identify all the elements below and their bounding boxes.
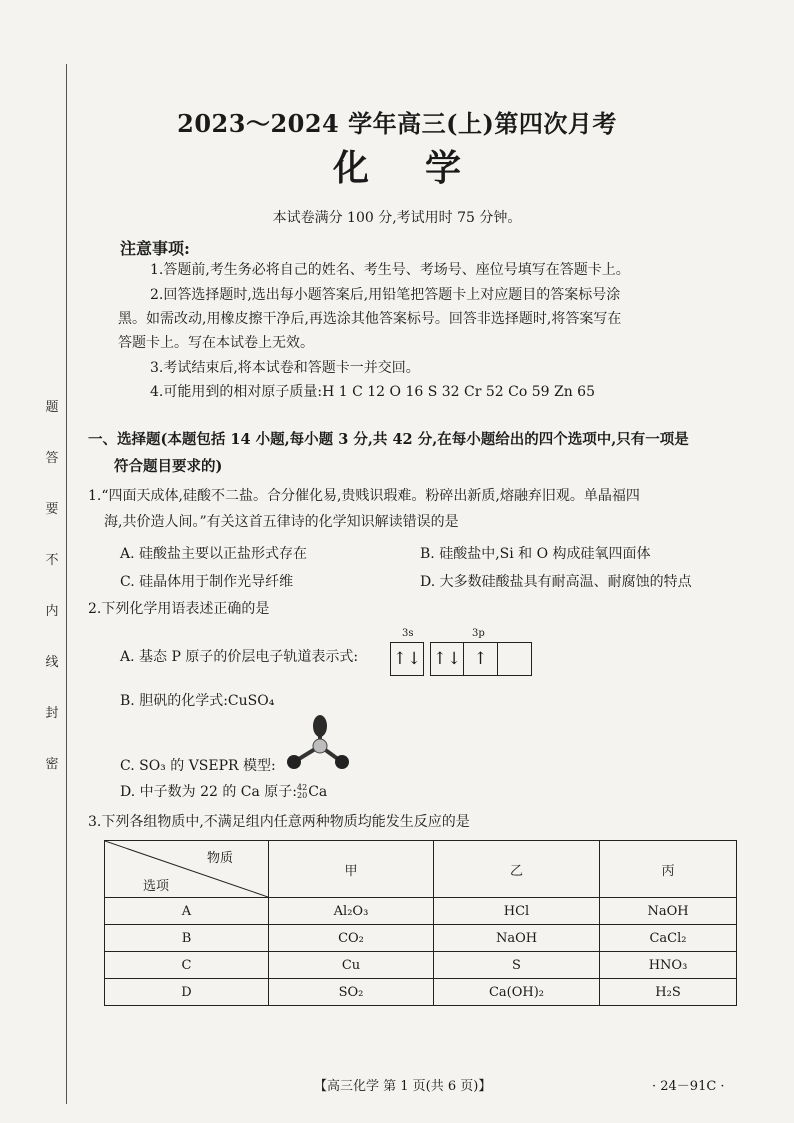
orbital-label-3p: 3p (472, 628, 485, 639)
note-item: 1.答题前,考生务必将自己的姓名、考生号、考场号、座位号填写在答题卡上。 (150, 262, 630, 278)
note-item: 黑。如需改动,用橡皮擦干净后,再选涂其他答案标号。回答非选择题时,将答案写在 (118, 311, 622, 327)
orbital-cell (498, 642, 532, 676)
table-cell: HCl (434, 898, 600, 925)
subject-title (0, 140, 794, 191)
orbital-label-3s: 3s (402, 628, 414, 639)
header-top-label: 物质 (207, 851, 234, 866)
table-cell: NaOH (600, 898, 737, 925)
q2-option-c: C. SO₃ 的 VSEPR 模型: (120, 758, 276, 774)
vsepr-center-atom (313, 739, 327, 753)
q1-stem-line: 海,共价造人间。”有关这首五律诗的化学知识解读错误的是 (104, 514, 459, 530)
table-cell: HNO₃ (600, 952, 737, 979)
table-cell: D (105, 979, 269, 1006)
seal-char: 题 (45, 400, 59, 415)
seal-char: 线 (45, 655, 59, 670)
table-cell: CaCl₂ (600, 925, 737, 952)
vsepr-atom (335, 755, 349, 769)
table-row (105, 952, 737, 979)
column-header: 丙 (600, 841, 737, 898)
footer-page-info: 【高三化学 第 1 页(共 6 页)】 (314, 1079, 492, 1094)
section-line: 一、选择题(本题包括 14 小题,每小题 3 分,共 42 分,在每小题给出的四个选项中,只有一项是 (88, 431, 689, 448)
seal-char: 内 (45, 604, 59, 619)
orbital-box-3p (430, 642, 532, 676)
notes-heading: 注意事项: (120, 239, 190, 258)
orbital-cell: ↑↓ (390, 642, 424, 676)
q1-option-d: D. 大多数硅酸盐具有耐高温、耐腐蚀的特点 (420, 574, 692, 590)
q2-stem: 2.下列化学用语表述正确的是 (88, 601, 270, 617)
q3-table (104, 840, 737, 1006)
q2-option-d (120, 781, 327, 801)
nuclide-numbers (297, 784, 307, 800)
table-cell: S (434, 952, 600, 979)
orbital-box-3s (390, 642, 424, 676)
seal-char: 封 (45, 706, 59, 721)
column-header: 甲 (269, 841, 434, 898)
table-row (105, 925, 737, 952)
q1-stem-line: 1.“四面天成体,硅酸不二盐。合分催化易,贵贱识瑕难。粉碎出新质,熔融弃旧观。单晶福四 (88, 488, 640, 504)
q2-option-b: B. 胆矾的化学式:CuSO₄ (120, 693, 275, 709)
diagonal-line (105, 841, 268, 897)
atomic-number: 20 (297, 791, 308, 800)
section-line: 符合题目要求的) (114, 458, 223, 475)
footer-code: · 24－91C · (652, 1079, 725, 1094)
table-cell: NaOH (434, 925, 600, 952)
q2-option-d-text: D. 中子数为 22 的 Ca 原子: (120, 784, 298, 800)
table-cell: Ca(OH)₂ (434, 979, 600, 1006)
table-cell: B (105, 925, 269, 952)
seal-char: 答 (45, 451, 59, 466)
note-item: 4.可能用到的相对原子质量:H 1 C 12 O 16 S 32 Cr 52 Co 59 Zn 65 (150, 384, 595, 400)
table-cell: CO₂ (269, 925, 434, 952)
table-cell: H₂S (600, 979, 737, 1006)
score-note: 本试卷满分 100 分,考试用时 75 分钟。 (272, 210, 522, 226)
orbital-cell: ↑ (464, 642, 498, 676)
q1-option-c: C. 硅晶体用于制作光导纤维 (120, 574, 294, 590)
table-cell: Cu (269, 952, 434, 979)
table-cell: SO₂ (269, 979, 434, 1006)
vsepr-model-diagram (282, 712, 352, 774)
table-row (105, 898, 737, 925)
q3-stem: 3.下列各组物质中,不满足组内任意两种物质均能发生反应的是 (88, 814, 470, 830)
seal-char: 要 (45, 502, 59, 517)
header-bottom-label: 选项 (143, 879, 170, 894)
note-item: 答题卡上。写在本试卷上无效。 (118, 335, 314, 351)
seal-char: 不 (45, 553, 59, 568)
mass-number: 42 (297, 783, 308, 792)
seal-line-text (42, 396, 62, 804)
table-cell: Al₂O₃ (269, 898, 434, 925)
q1-option-a: A. 硅酸盐主要以正盐形式存在 (120, 546, 308, 562)
vsepr-lobe (313, 715, 327, 737)
exam-title: 2023～2024 学年高三(上)第四次月考 (177, 109, 617, 138)
column-header: 乙 (434, 841, 600, 898)
note-item: 3.考试结束后,将本试卷和答题卡一并交回。 (150, 360, 420, 376)
table-header-corner (105, 841, 269, 898)
subject-text: 化学 (332, 147, 517, 189)
table-cell: A (105, 898, 269, 925)
orbital-cell: ↑↓ (430, 642, 464, 676)
element-symbol: Ca (308, 784, 328, 800)
table-cell: C (105, 952, 269, 979)
table-row (105, 979, 737, 1006)
q1-option-b: B. 硅酸盐中,Si 和 O 构成硅氧四面体 (420, 546, 651, 562)
table-header-row (105, 841, 737, 898)
seal-char: 密 (45, 757, 59, 772)
q2-option-a: A. 基态 P 原子的价层电子轨道表示式: (120, 649, 359, 665)
section-heading (88, 426, 748, 480)
note-item: 2.回答选择题时,选出每小题答案后,用铅笔把答题卡上对应题目的答案标号涂 (150, 287, 621, 303)
vsepr-atom (287, 755, 301, 769)
